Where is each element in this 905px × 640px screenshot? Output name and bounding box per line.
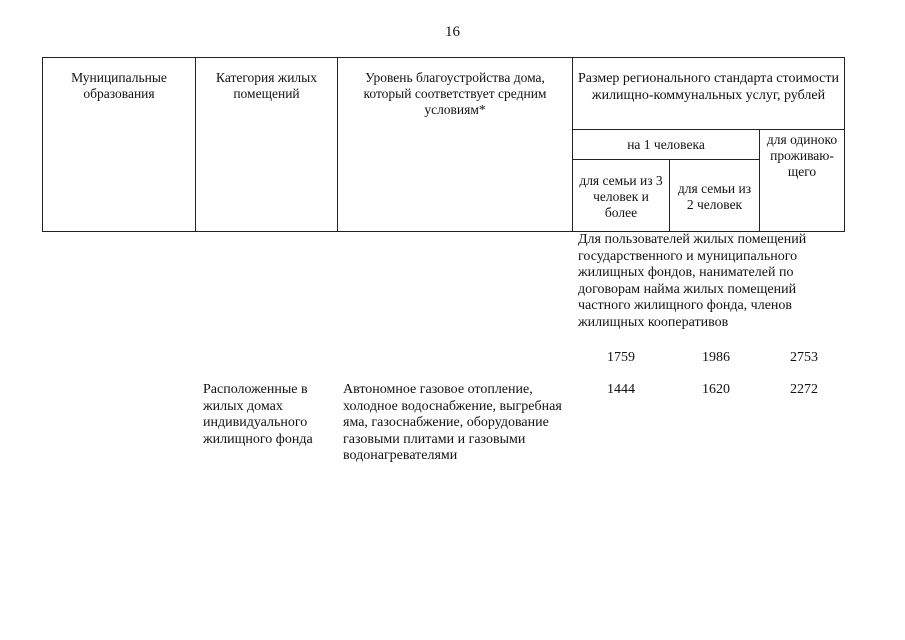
page-number: 16 [445,24,460,40]
row1-family2: 1986 [702,350,730,365]
header-per-person: на 1 человека [573,130,760,160]
section-note: Для пользователей жилых помещений государственного и муниципального жилищных фондов, нанимателей по договорам найма жилых помещений частного жилищного фонда, членов жилищных кооперативов [578,232,807,330]
row1-family3: 1759 [607,350,635,365]
header-table [42,57,845,232]
header-level: Уровень благоустройства дома, который соответствует средним условиям* [338,58,573,232]
row1-single: 2753 [790,350,818,365]
row2-single: 2272 [790,382,818,397]
row2-family2: 1620 [702,382,730,397]
header-standard: Размер регионального стандарта стоимости жилищно-коммунальных услуг, рублей [573,58,845,130]
row2-family3: 1444 [607,382,635,397]
header-family3: для семьи из 3 человек и более [573,160,670,232]
row2-level: Автономное газовое отопление, холодное водоснабжение, выгребная яма, газоснабжение, оборудование газовыми плитами и газовыми водонагревателями [343,382,562,463]
header-family2: для семьи из 2 человек [670,160,760,232]
header-category: Категория жилых помещений [196,58,338,232]
header-single: для одиноко проживаю-щего [760,130,845,232]
header-municipality: Муниципальные образования [43,58,196,232]
row2-category: Расположенные в жилых домах индивидуального жилищного фонда [203,382,313,447]
